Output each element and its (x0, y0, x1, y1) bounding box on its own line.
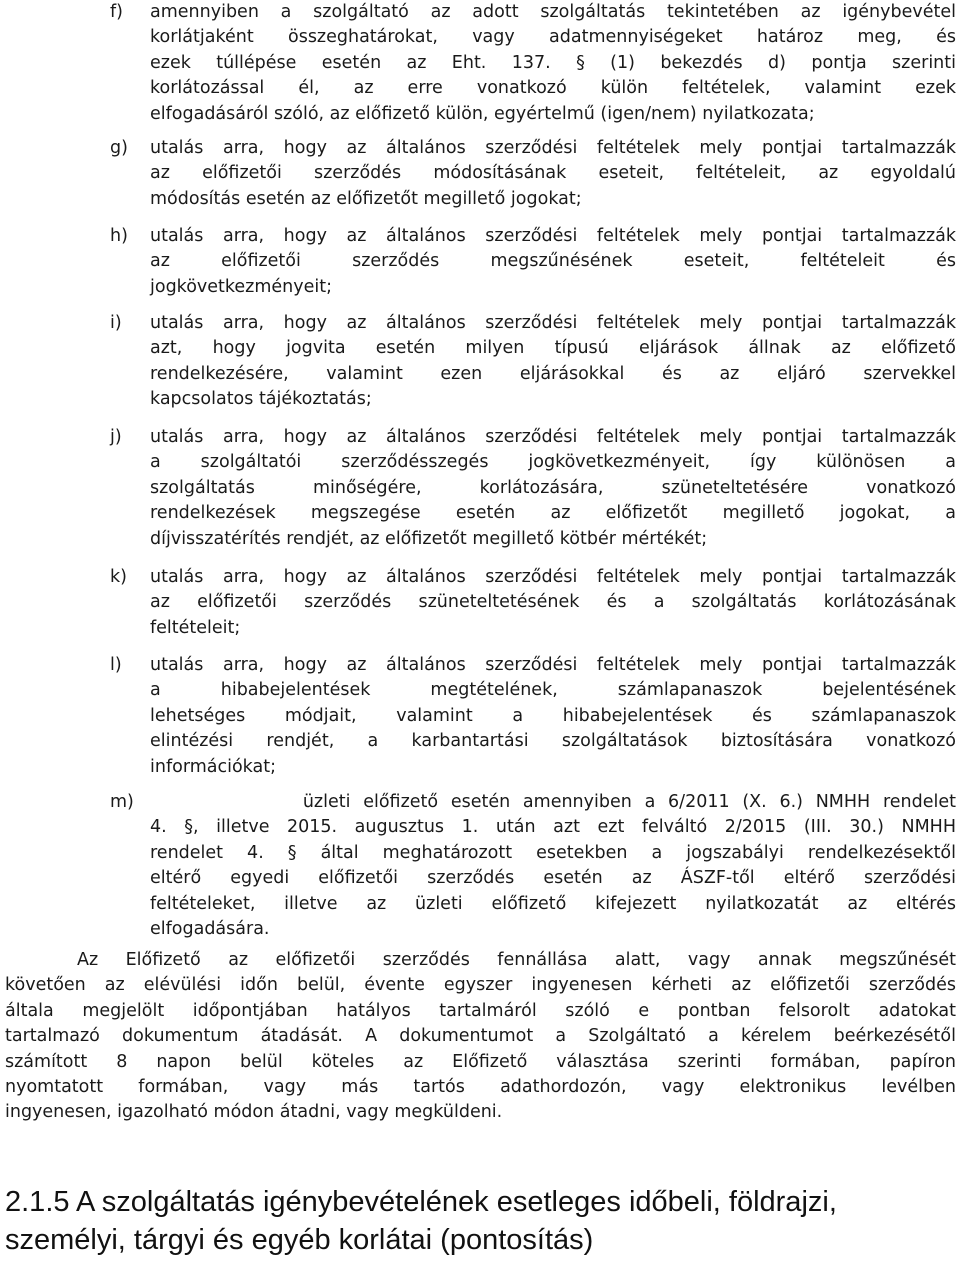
list-item-text (150, 653, 956, 780)
heading-line: 2.1.5 A szolgáltatás igénybevételének esetleges időbeli, földrajzi, (5, 1186, 837, 1218)
text-line: információkat; (150, 756, 276, 777)
text-line: eltérő egyedi előfizetői szerződés esetén az ÁSZF-től eltérő szerződési (150, 868, 956, 889)
list-item (0, 790, 956, 942)
text-line: azt, hogy jogvita esetén milyen típusú eljárások állnak az előfizető (150, 338, 956, 359)
text-line: utalás arra, hogy az általános szerződési feltételek mely pontjai tartalmazzák (150, 313, 956, 333)
list-item-letter: h) (110, 226, 128, 246)
text-line: rendelkezések megszegése esetén az előfizetőt megillető jogokat, a (150, 503, 956, 524)
text-line: elfogadásáról szóló, az előfizető külön, egyértelmű (igen/nem) nyilatkozata; (150, 103, 815, 124)
text-line: feltételeket, illetve az üzleti előfizető kifejezett nyilatkozatát az eltérés (150, 893, 956, 914)
list-item-text (150, 0, 956, 127)
text-line: jogkövetkezményeit; (150, 276, 332, 297)
text-line: az előfizetői szerződés szüneteltetésének és a szolgáltatás korlátozásának (150, 592, 956, 613)
text-line: szolgáltatás minőségére, korlátozására, szüneteltetésére vonatkozó (150, 477, 956, 498)
text-line: ezek túllépése esetén az Eht. 137. § (1) bekezdés d) pontja szerinti (150, 52, 956, 73)
text-line: feltételeit; (150, 617, 241, 638)
paragraph-line: Az Előfizető az előfizetői szerződés fennállása alatt, vagy annak megszűnését (77, 950, 956, 970)
text-line: utalás arra, hogy az általános szerződési feltételek mely pontjai tartalmazzák (150, 567, 956, 587)
paragraph-line: nyomtatott formában, vagy más tartós adathordozón, vagy elektronikus levélben (5, 1077, 956, 1098)
text-line: elfogadására. (150, 919, 270, 940)
text-line: az előfizetői szerződés megszűnésének eseteit, feltételeit és (150, 251, 956, 272)
list-item-letter: m) (110, 792, 134, 812)
list-item (0, 224, 956, 300)
list-item-letter: j) (110, 427, 122, 447)
paragraph-line: számított 8 napon belül köteles az Előfizető választása szerinti formában, papíron (5, 1051, 956, 1072)
text-line: utalás arra, hogy az általános szerződési feltételek mely pontjai tartalmazzák (150, 655, 956, 675)
text-line: utalás arra, hogy az általános szerződési feltételek mely pontjai tartalmazzák (150, 427, 956, 447)
paragraph-line: általa megjelölt időpontjában hatályos tartalmáról szóló e pontban felsorolt adatokat (5, 1000, 956, 1021)
text-line: rendelet 4. § által meghatározott esetekben a jogszabályi rendelkezésektől (150, 842, 956, 863)
text-line: 4. §, illetve 2015. augusztus 1. után azt ezt felváltó 2/2015 (III. 30.) NMHH (150, 817, 956, 838)
text-line: a szolgáltatói szerződésszegés jogkövetkezményeit, így különösen a (150, 452, 956, 473)
list-item-letter: i) (110, 313, 122, 333)
list-item-text (150, 425, 956, 552)
section-heading (5, 1183, 955, 1259)
text-line: utalás arra, hogy az általános szerződési feltételek mely pontjai tartalmazzák (150, 138, 956, 158)
text-line: lehetséges módjait, valamint a hibabejelentések és számlapanaszok (150, 705, 956, 726)
paragraph-line: követően az elévülési időn belül, évente egyszer ingyenesen kérheti az előfizetői szerződés (5, 975, 956, 996)
text-line: módosítás esetén az előfizetőt megillető jogokat; (150, 188, 582, 209)
text-line: amennyiben a szolgáltató az adott szolgáltatás tekintetében az igénybevétel (150, 2, 956, 22)
text-line: utalás arra, hogy az általános szerződési feltételek mely pontjai tartalmazzák (150, 226, 956, 246)
text-line: kapcsolatos tájékoztatás; (150, 389, 372, 410)
paragraph-line: ingyenesen, igazolható módon átadni, vagy megküldeni. (5, 1102, 503, 1123)
list-item-text (150, 311, 956, 413)
list-item-text (150, 565, 956, 641)
text-line: az előfizetői szerződés módosításának eseteit, feltételeit, az egyoldalú (150, 163, 956, 184)
heading-line: személyi, tárgyi és egyéb korlátai (pontosítás) (5, 1224, 594, 1256)
list-item-letter: k) (110, 567, 127, 587)
body-paragraph (5, 948, 956, 1126)
text-line: korlátjaként összeghatárokat, vagy adatmennyiségeket határoz meg, és (150, 27, 956, 48)
list-item-text (150, 136, 956, 212)
text-line: díjvisszatérítés rendjét, az előfizetőt megillető kötbér mértékét; (150, 528, 708, 549)
list-item-letter: g) (110, 138, 128, 158)
list-item (0, 653, 956, 780)
text-line: rendelkezésére, valamint ezen eljárásokkal és az eljáró szervekkel (150, 363, 956, 384)
text-line: elintézési rendjét, a karbantartási szolgáltatások biztosítására vonatkozó (150, 731, 956, 752)
list-item (0, 0, 956, 127)
text-line: üzleti előfizető esetén amennyiben a 6/2011 (X. 6.) NMHH rendelet (150, 792, 956, 812)
list-item-text (150, 224, 956, 300)
list-item-letter: f) (110, 2, 123, 22)
text-line: a hibabejelentések megtételének, számlapanaszok bejelentésének (150, 680, 956, 701)
list-item-text (150, 790, 956, 942)
list-item (0, 136, 956, 212)
paragraph-line: tartalmazó dokumentum átadását. A dokumentumot a Szolgáltató a kérelem beérkezésétől (5, 1026, 956, 1047)
list-item (0, 425, 956, 552)
list-item (0, 311, 956, 413)
list-item-letter: l) (110, 655, 122, 675)
list-item (0, 565, 956, 641)
text-line: korlátozással él, az erre vonatkozó külön feltételek, valamint ezek (150, 78, 956, 99)
